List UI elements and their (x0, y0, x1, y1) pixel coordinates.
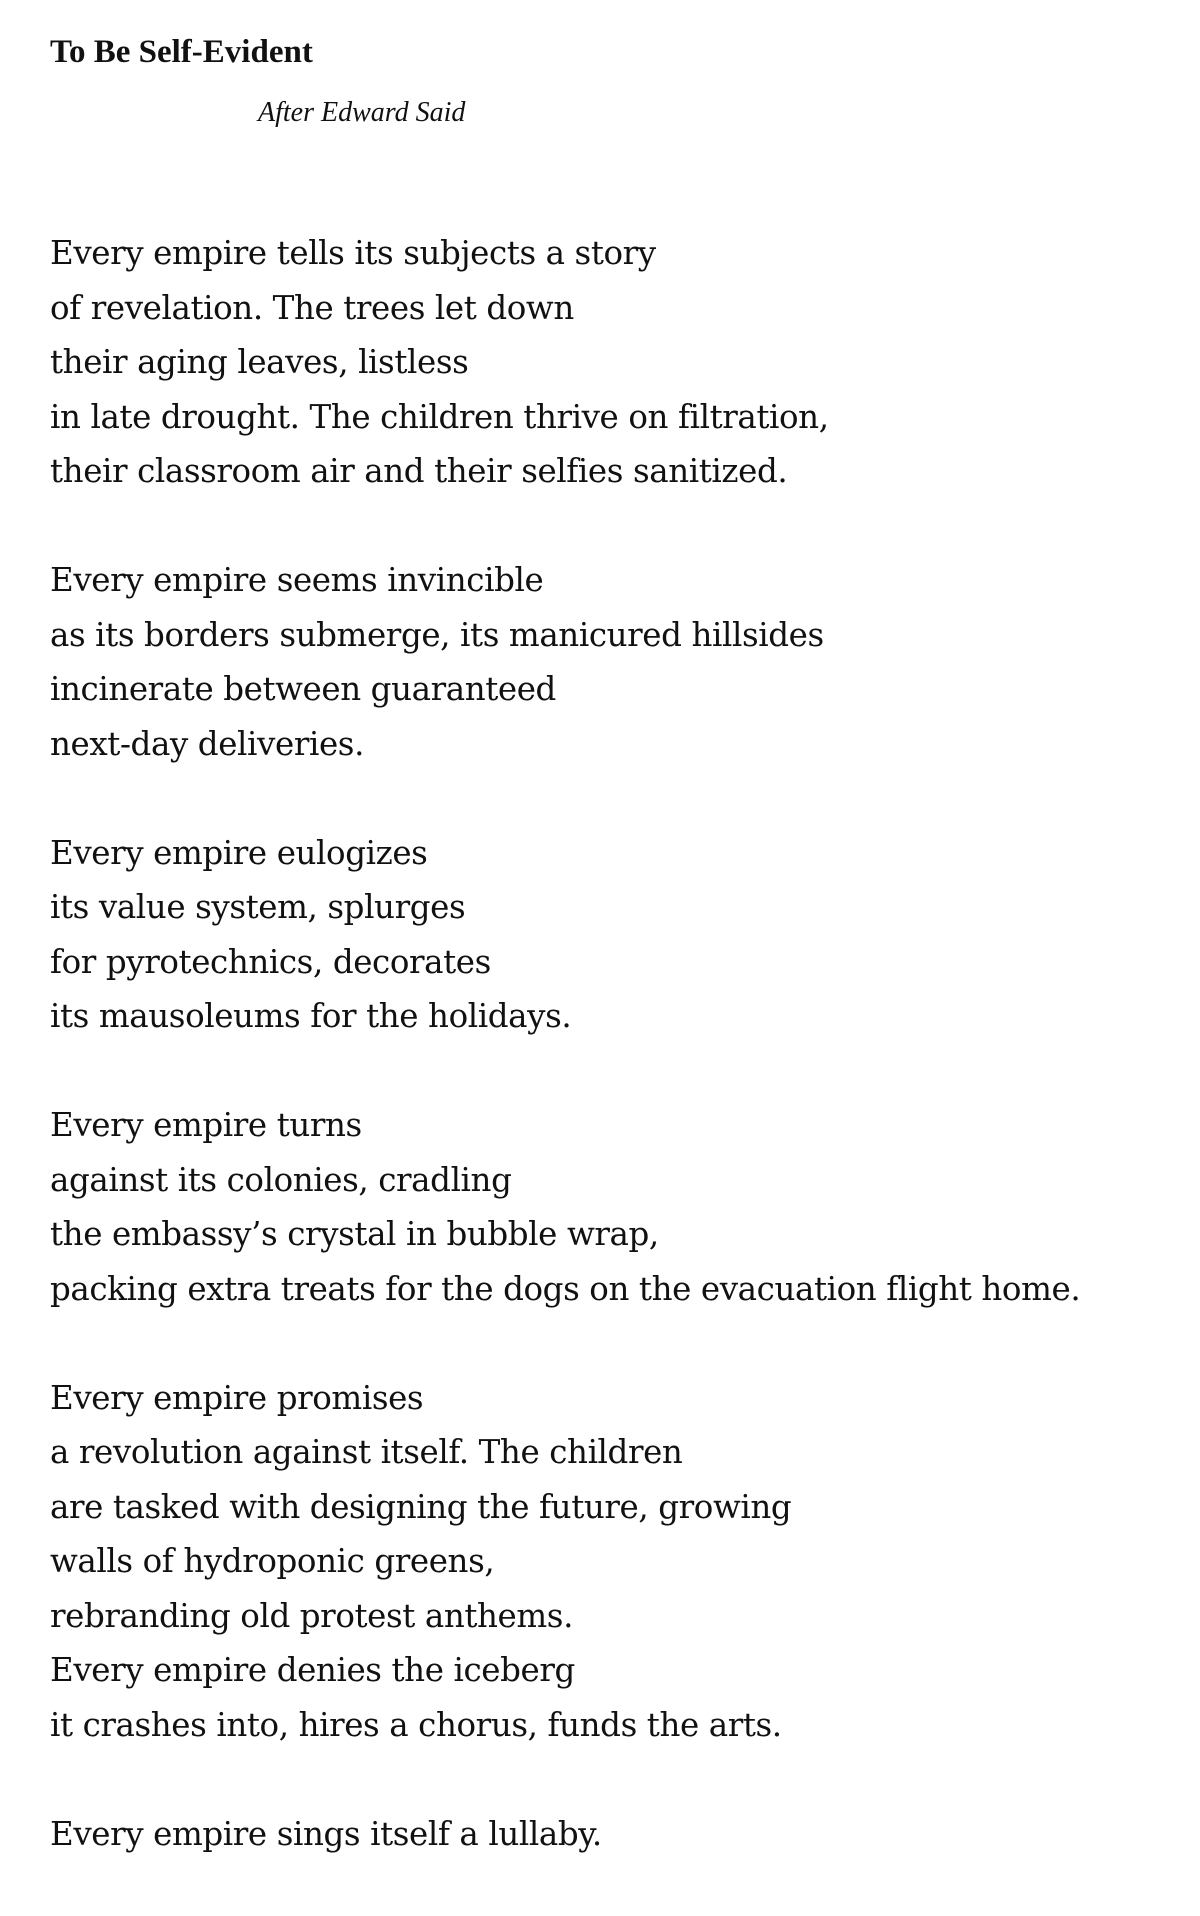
poem-line: are tasked with designing the future, growing (50, 1487, 792, 1526)
stanza-2 (50, 553, 1160, 771)
poem-line: of revelation. The trees let down (50, 288, 574, 327)
poem-line: Every empire denies the iceberg (50, 1651, 575, 1689)
poem-line: it crashes into, hires a chorus, funds the arts. (50, 1705, 782, 1744)
poem-line: next-day deliveries. (50, 724, 365, 763)
poem-line: their aging leaves, listless (50, 343, 469, 381)
stanza-6 (50, 1807, 1160, 1862)
poem-line: Every empire tells its subjects a story (50, 234, 656, 272)
poem-line: as its borders submerge, its manicured hillsides (50, 615, 824, 654)
poem-line: its value system, splurges (50, 888, 466, 926)
poem-line: the embassy’s crystal in bubble wrap, (50, 1215, 659, 1253)
poem-line: walls of hydroponic greens, (50, 1542, 495, 1580)
stanza-4 (50, 1098, 1160, 1316)
poem-line: Every empire promises (50, 1378, 424, 1417)
poem-line: Every empire eulogizes (50, 833, 428, 872)
poem-line: in late drought. The children thrive on filtration, (50, 397, 829, 436)
poem-line: Every empire sings itself a lullaby. (50, 1814, 602, 1853)
poem-line: incinerate between guaranteed (50, 670, 556, 708)
poem-body (50, 226, 1160, 1916)
poem-line: a revolution against itself. The children (50, 1433, 683, 1471)
poem-line: their classroom air and their selfies sanitized. (50, 452, 788, 490)
poem-epigraph: After Edward Said (258, 97, 466, 128)
poem-line: rebranding old protest anthems. (50, 1596, 574, 1635)
poem-line: against its colonies, cradling (50, 1160, 512, 1199)
stanza-5 (50, 1371, 1160, 1753)
poem-line: Every empire seems invincible (50, 561, 544, 599)
stanza-1 (50, 226, 1160, 499)
poem-line: its mausoleums for the holidays. (50, 997, 572, 1035)
poem-line: packing extra treats for the dogs on the evacuation flight home. (50, 1269, 1081, 1308)
stanza-3 (50, 826, 1160, 1044)
poem-line: Every empire turns (50, 1106, 362, 1144)
poem-title: To Be Self-Evident (50, 34, 313, 70)
poem-line: for pyrotechnics, decorates (50, 942, 491, 981)
